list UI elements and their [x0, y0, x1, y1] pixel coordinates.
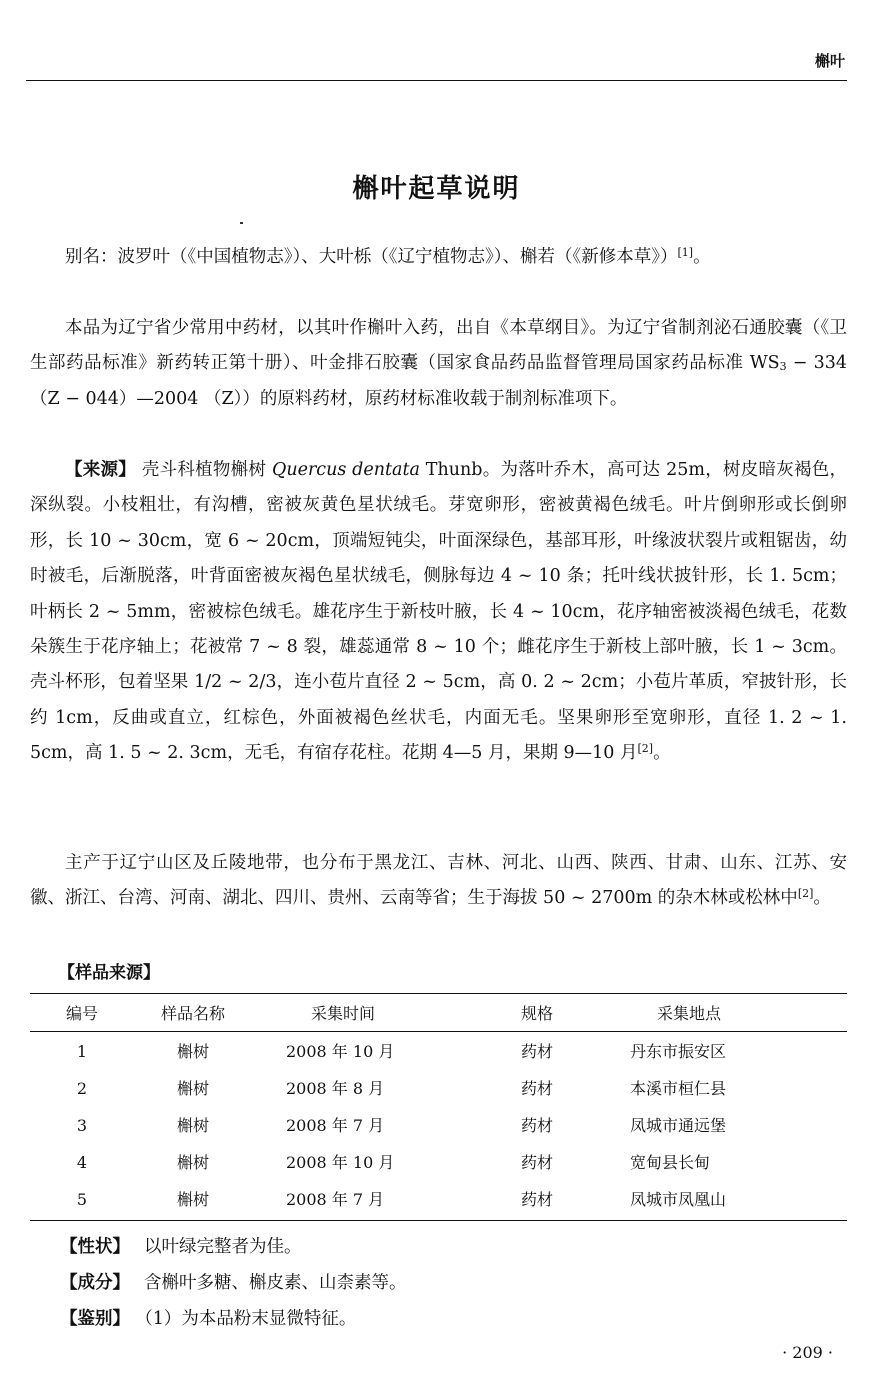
- cell-date: 2008 年 10 月: [286, 1153, 395, 1172]
- property-composition: [60, 1271, 407, 1295]
- cell-date: 2008 年 7 月: [286, 1116, 385, 1135]
- composition-label: 【成分】: [60, 1273, 130, 1293]
- cell-number: 4: [76, 1153, 88, 1172]
- paragraph-alias: [30, 240, 847, 275]
- citation-ref: [2]: [797, 887, 814, 901]
- page-title: 槲叶起草说明: [352, 174, 521, 204]
- cell-spec: 药材: [520, 1042, 553, 1061]
- paragraph-source: [30, 453, 847, 772]
- source-label: 【来源】: [65, 460, 137, 480]
- cell-sample-name: 槲树: [176, 1079, 209, 1098]
- cell-sample-name: 槲树: [176, 1116, 209, 1135]
- cell-number: 3: [76, 1116, 88, 1135]
- citation-ref: [1]: [677, 246, 694, 259]
- cell-sample-name: 槲树: [176, 1153, 209, 1172]
- distribution-end: 。: [813, 888, 831, 909]
- running-head: 槲叶: [814, 52, 845, 70]
- appearance-text: 以叶绿完整者为佳。: [144, 1237, 302, 1257]
- sample-source-label: 【样品来源】: [58, 963, 160, 983]
- cell-spec: 药材: [520, 1153, 553, 1172]
- cell-date: 2008 年 10 月: [286, 1042, 395, 1061]
- alias-text: 别名：波罗叶（《中国植物志》）、大叶栎（《辽宁植物志》）、槲若（《新修本草》）: [65, 247, 678, 267]
- identification-label: 【鉴别】: [60, 1309, 130, 1329]
- composition-text: 含槲叶多糖、槲皮素、山柰素等。: [144, 1273, 407, 1293]
- appearance-label: 【性状】: [60, 1237, 130, 1257]
- source-end: 。: [653, 743, 671, 764]
- source-text-b: Thunb。为落叶乔木，高可达 25m，树皮暗灰褐色，深纵裂。小枝粗壮，有沟槽，密被灰黄色星状绒毛。芽宽卵形，密被黄褐色绒毛。叶片倒卵形或长倒卵形，长 10 ~ 30cm，宽 6 ~ 20cm，顶端短钝尖，叶面深绿色，基部耳形，叶缘波状裂片或粗锯齿，幼时被毛，后渐脱落，叶背面密被灰褐色星状绒毛，侧脉每边 4 ~ 10 条；托叶线状披针形，长 1. 5cm；叶柄长 2 ~ 5mm，密被棕色绒毛。雄花序生于新枝叶腋，长 4 ~ 10cm，花序轴密被淡褐色绒毛，花数朵簇生于花序轴上；花被常 7 ~ 8 裂，雄蕊通常 8 ~ 10 个；雌花序生于新枝上部叶腋，长 1 ~ 3cm。壳斗杯形，包着坚果 1/2 ~ 2/3，连小苞片直径 2 ~ 5cm，高 0. 2 ~ 2cm；小苞片革质，窄披针形，长约 1cm，反曲或直立，红棕色，外面被褐色丝状毛，内面无毛。坚果卵形至宽卵形，直径 1. 2 ~ 1. 5cm，高 1. 5 ~ 2. 3cm，无毛，有宿存花柱。花期 4—5 月，果期 9—10 月: [30, 460, 848, 764]
- paragraph-intro: [30, 311, 847, 417]
- citation-ref: [2]: [637, 742, 654, 756]
- cell-sample-name: 槲树: [176, 1190, 209, 1209]
- page-number: · 209 ·: [782, 1343, 833, 1362]
- cell-location: 宽甸县长甸: [630, 1153, 711, 1172]
- paragraph-distribution: [30, 846, 847, 917]
- distribution-text: 主产于辽宁山区及丘陵地带，也分布于黑龙江、吉林、河北、山西、陕西、甘肃、山东、江苏、安徽、浙江、台湾、河南、湖北、四川、贵州、云南等省；生于海拔 50 ~ 2700m 的杂木林或松林中: [30, 853, 847, 909]
- cell-location: 凤城市通远堡: [630, 1116, 727, 1135]
- header-number: 编号: [65, 1004, 98, 1023]
- header-spec: 规格: [520, 1004, 553, 1023]
- property-appearance: [60, 1235, 302, 1259]
- table-header-rule: [30, 1031, 847, 1032]
- print-speck: [240, 222, 243, 224]
- standard-subscript: 3: [779, 360, 787, 374]
- table-bottom-rule: [30, 1220, 847, 1221]
- cell-spec: 药材: [520, 1079, 553, 1098]
- identification-text: （1）为本品粉末显微特征。: [144, 1309, 357, 1329]
- cell-number: 2: [76, 1079, 88, 1098]
- header-location: 采集地点: [656, 1004, 721, 1023]
- header-sample-name: 样品名称: [160, 1004, 225, 1023]
- latin-name: Quercus dentata: [271, 460, 420, 480]
- cell-location: 凤城市凤凰山: [630, 1190, 727, 1209]
- cell-location: 本溪市桓仁县: [630, 1079, 727, 1098]
- intro-text: 本品为辽宁省少常用中药材，以其叶作槲叶入药，出自《本草纲目》。为辽宁省制剂泌石通胶囊（《卫生部药品标准》新药转正第十册）、叶金排石胶囊（国家食品药品监督管理局国家药品标准 WS: [30, 318, 847, 374]
- table-top-rule: [30, 993, 847, 994]
- cell-date: 2008 年 7 月: [286, 1190, 385, 1209]
- cell-spec: 药材: [520, 1190, 553, 1209]
- alias-end: 。: [693, 247, 711, 267]
- cell-sample-name: 槲树: [176, 1042, 209, 1061]
- header-rule: [26, 80, 847, 81]
- property-identification: [60, 1307, 356, 1331]
- source-text-a: 壳斗科植物槲树: [136, 460, 272, 480]
- cell-number: 1: [76, 1042, 88, 1061]
- cell-date: 2008 年 8 月: [286, 1079, 385, 1098]
- cell-spec: 药材: [520, 1116, 553, 1135]
- cell-number: 5: [76, 1190, 88, 1209]
- intro-end: − 334 （Z − 044）—2004 （Z））的原料药材，原药材标准收载于制剂标准项下。: [30, 353, 847, 409]
- header-date: 采集时间: [310, 1004, 375, 1023]
- cell-location: 丹东市振安区: [630, 1042, 727, 1061]
